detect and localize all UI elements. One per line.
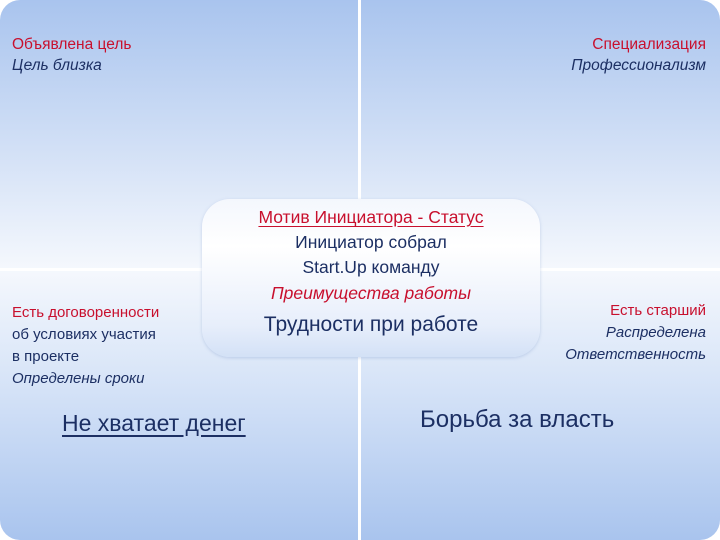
bottom-left-text (12, 302, 159, 390)
bottom-right-headline: Борьба за власть (420, 406, 615, 433)
bottom-right-line-3: Ответственность (565, 346, 706, 363)
center-line-5: Трудности при работе (263, 313, 479, 336)
top-left-line-2: Цель близка (12, 57, 102, 74)
bottom-left-line-4: Определены сроки (12, 370, 145, 387)
top-right-line-2: Профессионализм (571, 57, 706, 74)
bottom-right-line-2: Распределена (605, 324, 706, 341)
center-box (202, 199, 540, 357)
bottom-right-text (565, 300, 706, 366)
top-right-text (571, 34, 706, 76)
bottom-right-line-1: Есть старший (610, 302, 706, 319)
top-left-line-1: Объявлена цель (12, 36, 132, 53)
top-right-line-1: Специализация (592, 36, 706, 53)
bottom-left-line-1: Есть договоренности (12, 304, 160, 321)
center-title: Мотив Инициатора - Статус (258, 207, 484, 227)
bottom-left-line-2: об условиях участия (12, 326, 156, 343)
center-line-4: Преимущества работы (270, 283, 472, 303)
center-line-3: Start.Up команду (302, 257, 440, 277)
bottom-left-headline: Не хватает денег (62, 410, 246, 436)
bottom-left-line-3: в проекте (12, 348, 80, 365)
center-line-2: Инициатор собрал (295, 232, 447, 252)
top-left-text (12, 34, 131, 76)
